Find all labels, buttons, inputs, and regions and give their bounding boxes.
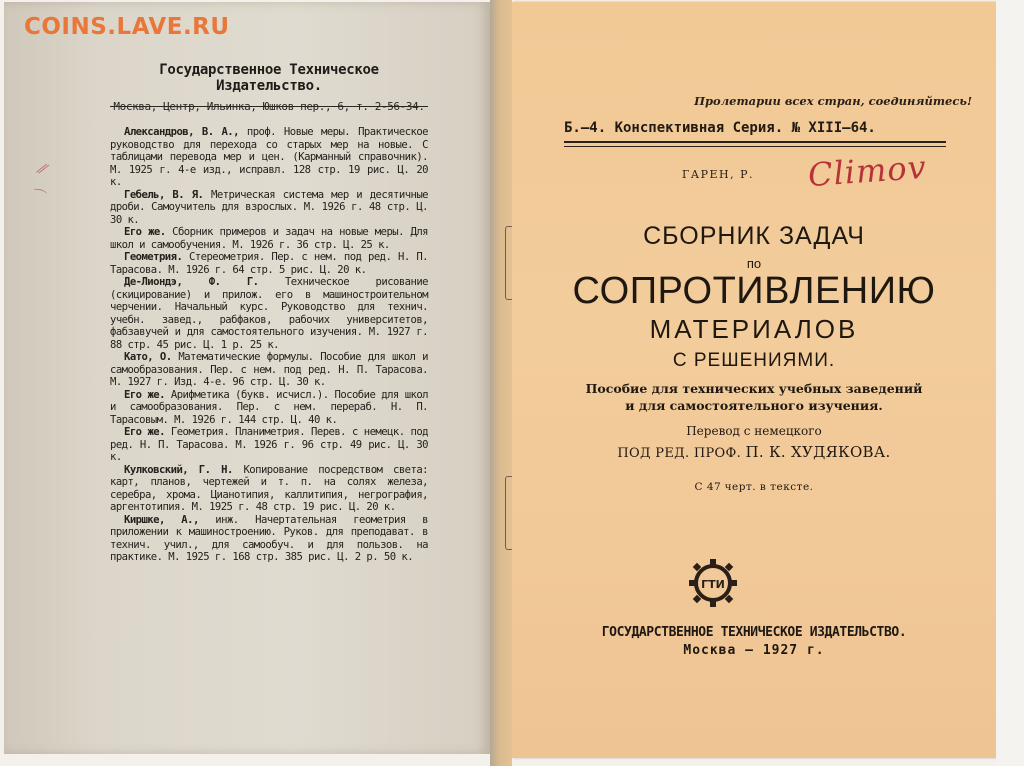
divider bbox=[564, 146, 946, 147]
catalog-entry bbox=[110, 464, 428, 514]
publisher-address: Москва, Центр, Ильинка, Юшков пер., 6, т. 2-56-34. bbox=[113, 100, 425, 113]
catalog-entry bbox=[110, 226, 428, 251]
divider bbox=[564, 141, 946, 143]
entry-text: Техническое рисование (скицирование) и прилож. его в машиностроительном черчении. Начальный курс. Руководство для технич. учебн. завед., рабфаков, рабочих университетов, фабзавучей и для самостоятельного изучения. М. 1927 г. 88 стр. 45 рис. Ц. 1 р. 25 к. bbox=[110, 276, 428, 351]
catalog-entry bbox=[110, 251, 428, 276]
series-label: Б.—4. Конспективная Серия. № XIII—64. bbox=[564, 120, 876, 136]
entry-text: Копирование посредством света: карт, планов, чертежей и т. п. на солях железа, серебра, хрома. Цианотипия, каллитипия, негрография, аргентотипия. М. 1925 г. 48 стр. 19 рис. Ц. 20 к. bbox=[110, 463, 428, 513]
entry-author: Гебель, В. Я. bbox=[124, 188, 204, 201]
entry-author: Геометрия. bbox=[124, 251, 183, 263]
title-line: МАТЕРИАЛОВ bbox=[649, 314, 859, 344]
figures-text: черт. в тексте. bbox=[724, 481, 814, 493]
publisher-name: Государственное Техническое Издательство. bbox=[159, 62, 379, 94]
figures-count: С 47 bbox=[694, 481, 722, 493]
author-name: ГАРЕН, Р. bbox=[682, 168, 755, 181]
catalog-entry bbox=[110, 426, 428, 464]
entry-text: Арифметика (букв. исчисл.). Пособие для школ и самообразования. Пер. с нем. перераб. Н. П. Тарасовым. М. 1926 г. 144 стр. Ц. 40 к. bbox=[110, 388, 429, 426]
entry-author: Де-Лиондэ, Ф. Г. bbox=[124, 276, 259, 288]
entry-author: Его же. bbox=[124, 426, 165, 438]
entry-author: Кулковский, Г. Н. bbox=[124, 463, 233, 476]
editor-name: П. К. ХУДЯКОВА. bbox=[745, 443, 891, 461]
entry-author: Киршке, А., bbox=[124, 513, 199, 526]
handwritten-signature: Climov bbox=[806, 147, 928, 195]
title-line: по bbox=[746, 256, 762, 271]
entry-text: проф. Новые меры. Практическое руководство для перехода со старых мер на новые. С таблицами перевода мер и цен. (Карманный справочник). М. 1925 г. 4-е изд., исправл. 128 стр. 19 рис. Ц. 20 к. bbox=[110, 126, 429, 188]
entry-author: Его же. bbox=[124, 226, 166, 238]
left-page bbox=[4, 2, 490, 754]
catalog-entry bbox=[110, 514, 428, 564]
entry-author: Като, О. bbox=[124, 351, 172, 363]
pen-mark-icon: ⁄⁄ bbox=[37, 159, 48, 179]
catalog-entry bbox=[110, 126, 428, 189]
place-year: Москва — 1927 г. bbox=[683, 643, 825, 658]
book-catalog-list bbox=[110, 126, 428, 564]
entry-author: Александров, В. А., bbox=[124, 126, 239, 138]
publisher-name: ГОСУДАРСТВЕННОЕ ТЕХНИЧЕСКОЕ ИЗДАТЕЛЬСТВО. bbox=[601, 625, 907, 640]
editor-line bbox=[536, 443, 972, 461]
motto: Пролетарии всех стран, соединяйтесь! bbox=[694, 94, 972, 108]
entry-text: Геометрия. Планиметрия. Перев. с немецк. под ред. Н. П. Тарасова. М. 1926 г. 96 стр. 49 рис. Ц. 30 к. bbox=[110, 426, 429, 463]
subtitle-line: и для самостоятельного изучения. bbox=[625, 398, 883, 413]
pen-mark-icon: ⌒ bbox=[29, 187, 48, 207]
translation-note: Перевод с немецкого bbox=[686, 424, 822, 438]
subtitle-line: Пособие для технических учебных заведений bbox=[585, 381, 923, 396]
publisher-gear-logo-icon bbox=[688, 558, 738, 608]
catalog-entry bbox=[110, 351, 428, 389]
catalog-entry bbox=[110, 189, 428, 227]
figures-note bbox=[536, 481, 972, 493]
entry-text: Математические формулы. Пособие для школ и самообразования. Пер. с нем. под ред. Н. П. Тарасова. М. 1927 г. Изд. 4-е. 96 стр. Ц. 30 к. bbox=[110, 351, 428, 388]
title-line: С РЕШЕНИЯМИ. bbox=[672, 350, 836, 371]
catalog-entry bbox=[110, 389, 428, 427]
entry-text: Сборник примеров и задач на новые меры. Для школ и самообучения. М. 1926 г. 36 стр. Ц. 25 к. bbox=[110, 226, 429, 251]
catalog-entry bbox=[110, 276, 428, 351]
title-page bbox=[512, 2, 996, 758]
background-edge bbox=[996, 0, 1024, 766]
title-line: СБОРНИК ЗАДАЧ bbox=[643, 222, 865, 250]
entry-author: Его же. bbox=[124, 388, 165, 401]
divider bbox=[110, 106, 428, 107]
logo-text: ГТИ bbox=[701, 578, 725, 591]
title-main: СОПРОТИВЛЕНИЮ bbox=[572, 270, 936, 312]
book-spine bbox=[490, 0, 512, 766]
subtitle bbox=[536, 380, 972, 414]
editor-prefix: ПОД РЕД. ПРОФ. bbox=[617, 446, 742, 461]
watermark: COINS.LAVE.RU bbox=[24, 14, 230, 40]
entry-text: Метрическая система мер и десятичные дроби. Самоучитель для взрослых. М. 1926 г. 48 стр. Ц. 30 к. bbox=[110, 188, 429, 226]
entry-text: инж. Начертательная геометрия в приложении к машиностроению. Руков. для преподават. в технич. учил., для самообуч. и для пользов. на практике. М. 1925 г. 168 стр. 385 рис. Ц. 2 р. 50 к. bbox=[110, 513, 429, 563]
entry-text: Стереометрия. Пер. с нем. под ред. Н. П. Тарасова. М. 1926 г. 64 стр. 5 рис. Ц. 20 к. bbox=[110, 251, 428, 276]
